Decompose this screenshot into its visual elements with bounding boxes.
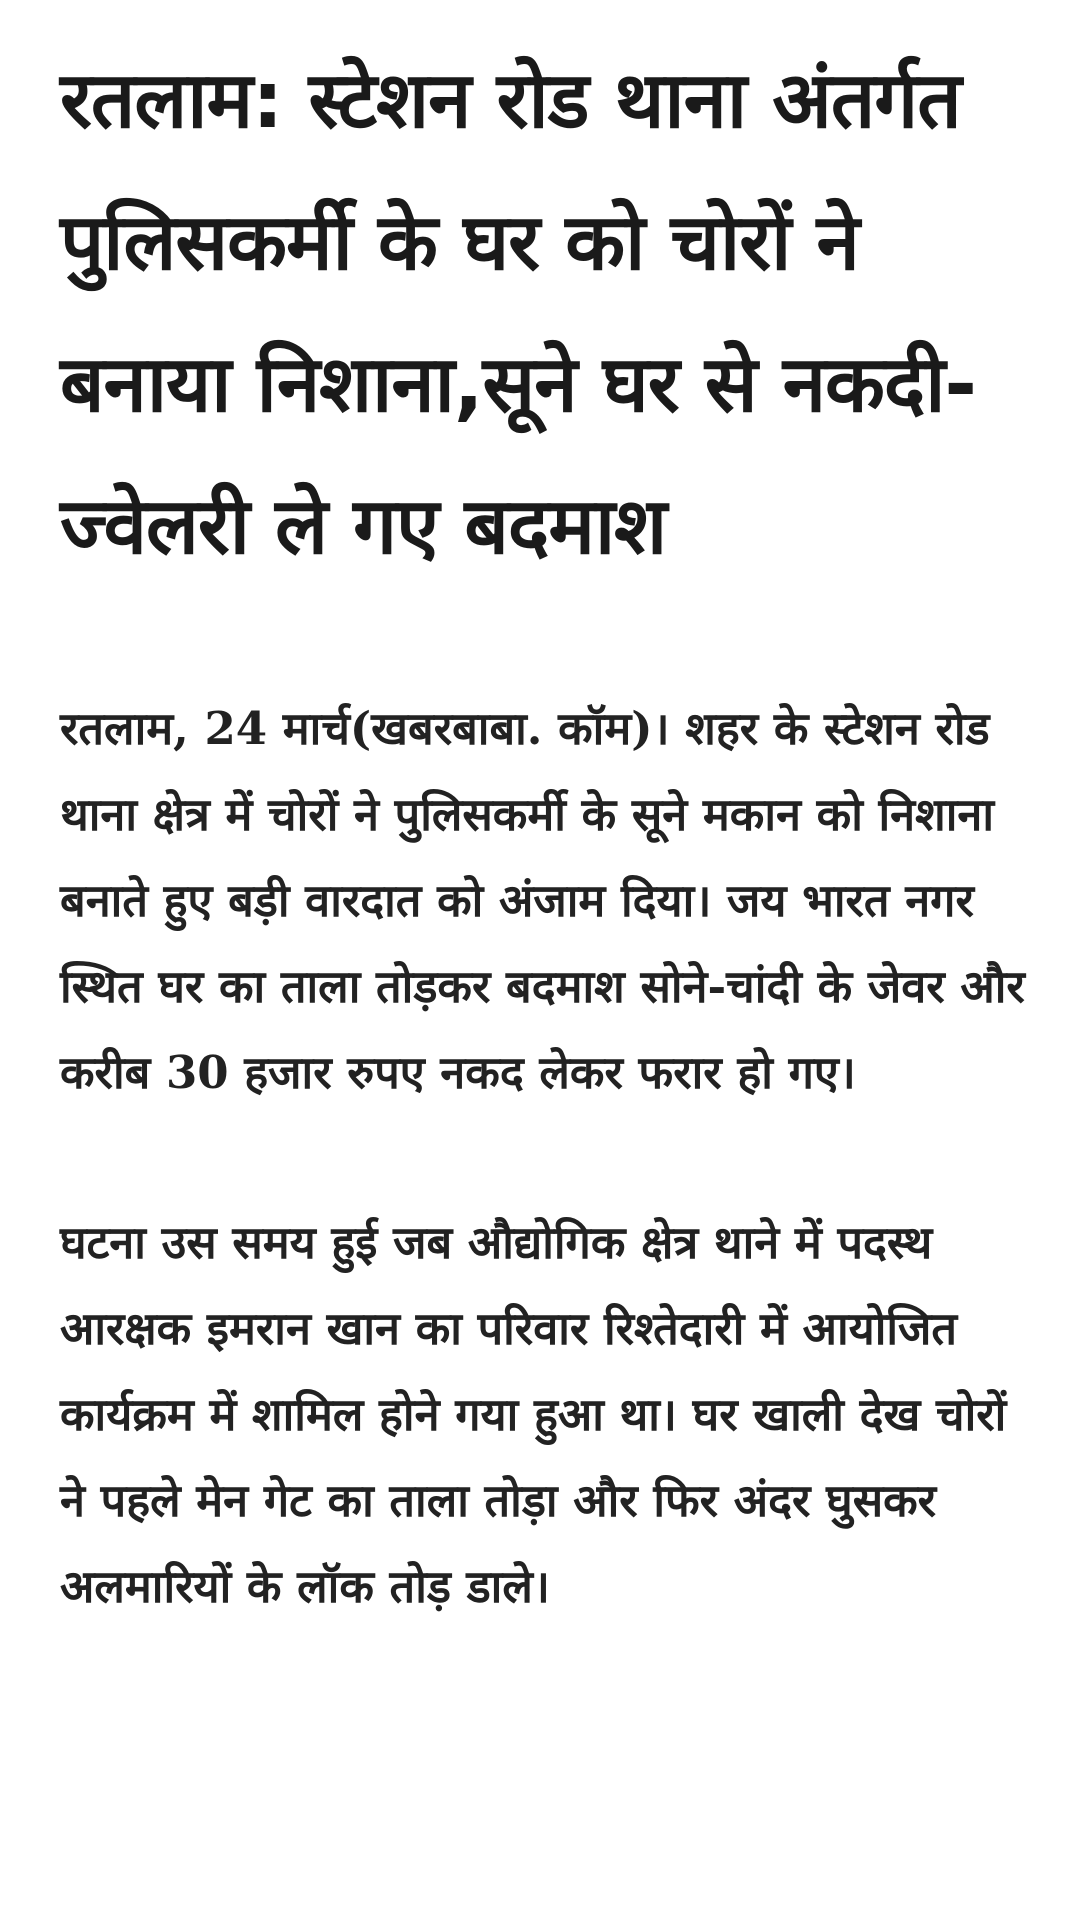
article-paragraph-1: रतलाम, 24 मार्च(खबरबाबा. कॉम)। शहर के स्टेशन रोड थाना क्षेत्र में चोरों ने पुलिसकर्मी के सूने मकान को निशाना बनाते हुए बड़ी वारदात को अंजाम दिया। जय भारत नगर स्थित घर का ताला तोड़कर बदमाश सोने-चांदी के जेवर और करीब 30 हजार रुपए नकद लेकर फरार हो गए। — [60, 702, 1025, 1099]
news-article — [60, 30, 1040, 1630]
article-paragraph-2: घटना उस समय हुई जब औद्योगिक क्षेत्र थाने में पदस्थ आरक्षक इमरान खान का परिवार रिश्तेदारी में आयोजित कार्यक्रम में शामिल होने गया हुआ था। घर खाली देख चोरों ने पहले मेन गेट का ताला तोड़ा और फिर अंदर घुसकर अलमारियों के लॉक तोड़ डाले। — [60, 1216, 1007, 1613]
article-headline: रतलाम: स्टेशन रोड थाना अंतर्गत पुलिसकर्मी के घर को चोरों ने बनाया निशाना,सूने घर से नकदी-ज्वेलरी ले गए बदमाश — [60, 56, 976, 572]
